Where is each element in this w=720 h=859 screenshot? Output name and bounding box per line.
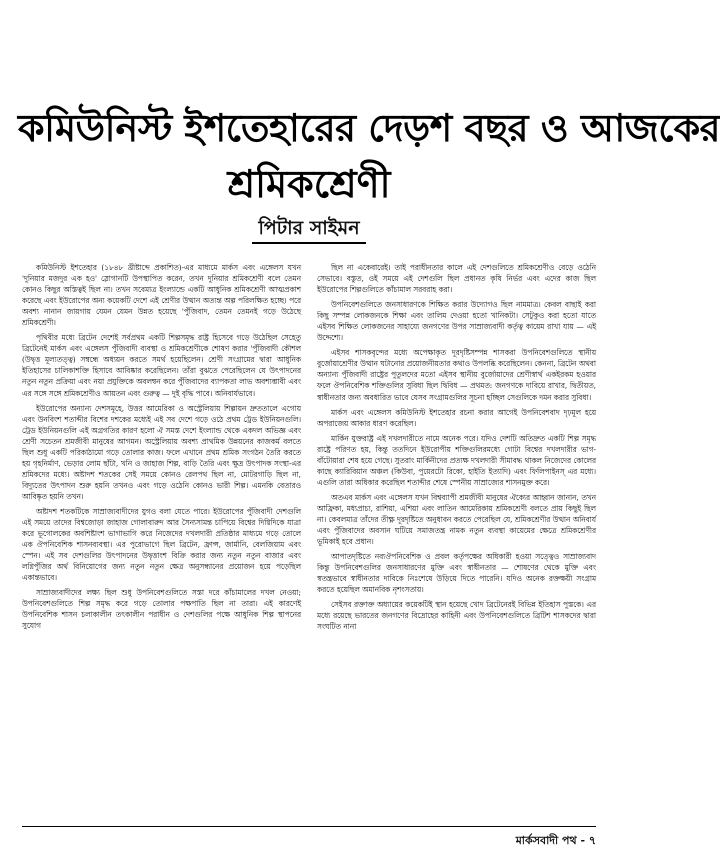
title-line-1: কমিউনিস্ট ইশতেহারের দেড়শ বছর ও আজকের (18, 106, 720, 150)
paragraph: পৃথিবীর মধ্যে ব্রিটেন দেশেই সর্বপ্রথম একটি শিল্পসমৃদ্ধ রাষ্ট্র হিসেবে গড়ে উঠেছিল সেহেতু ব্রিটেনেই মার্কস এবং এঙ্গেলস পুঁজিবাদী ব্যবস্থা ও শ্রমিকশ্রেণীকে শোষণ করার 'পুঁজিবাদী কৌশল (উদ্বৃত্ত মূল্যতত্ত্ব) সম্বন্ধে অধ্যয়ন করতে সমর্থ হয়েছিলেন। শ্রেণী সংগ্রামের দ্বারা আধুনিক ইতিহাসের চালিকাশক্তি হিসাবে আবিষ্কার করেছিলেন। তাঁরা বুঝতে পেরেছিলেন যে উৎপাদনের নতুন নতুন প্রক্রিয়া এবং নয়া প্রযুক্তিকে অবলম্বন করে পুঁজিবাদের ব্যাপকতা লাভ অবশ্যম্ভাবী এবং এর সঙ্গে সঙ্গে শ্রমিকশ্রেণীও আয়তন এবং গুরুত্ব — দুই বৃদ্ধি পাবে। অনিবার্যভাবে। (22, 333, 301, 398)
paragraph: ইউরোপের অন্যান্য দেশসমূহে, উত্তর আমেরিকা ও অস্ট্রেলিয়ায় শিল্পায়ন দ্রুততালে এগোয় এবং উনবিংশ শতাব্দীর বিশের দশকের মধ্যেই এই সব দেশে গড়ে ওঠে প্রথম ট্রেড ইউনিয়নগুলি। ট্রেড ইউনিয়নগুলি এই অগ্রগতির কারণ হলো ঐ সমস্ত দেশে ইংল্যান্ড থেকে একদল অভিজ্ঞ এবং শ্রেণী সচেতন শ্রমজীবী মানুষের আগমন। অস্ট্রেলিয়ায় অবশ্য প্রাথমিক উন্নয়নের কাজকর্ম বলতে ছিল শুধু একটি পরিকাঠামো গড়ে তোলার কাজ। ফলে এখানে প্রথম শ্রমিক সংগঠন তৈরি করতে হয় গৃহনির্মাণ, ভেড়ার লোম ছাঁটা, খনি ও জাহাজ শিল্প, বাড়ি তৈরি এবং ক্ষুদ্র উৎপাদক সংস্থা-এর শ্রমিকদের মধ্যে। অষ্টাদশ শতকের সেই সময়ে কোনও রেলপথ ছিল না, মোটরগাড়ি ছিল না, বিদ্যুতের উৎপাদন শুরু হয়নি তখনও এবং গড়ে ওঠেনি কোনও ভারী শিল্প। এমনকি বেতারও আবিষ্কৃত হয়নি তখন। (22, 403, 301, 501)
paragraph: কমিউনিস্ট ইশতেহার (১৮৪৮ খ্রীষ্টাব্দে প্রকাশিত)-এর মাধ্যমে মার্কস এবং এঙ্গেলস যখন 'দুনিয়ার মজদুর এক হও' স্লোগানটি উপস্থাপিত করেন, তখন দুনিয়ার শ্রমিকশ্রেণী বলে তেমন কোনও কিছুর অস্তিত্বই ছিল না। তখন সবেমাত্র ইংল্যান্ডে একটি আধুনিক শ্রমিকশ্রেণী আত্মপ্রকাশ করেছে এবং ইউরোপের অন্য কয়েকটি দেশে এই শ্রেণীর উত্থান অত্যন্ত অল্প পরিলক্ষিত হচ্ছে। পরে অবশ্য নানান জায়গায় যেমন যেমন উন্নত হয়েছে 'পুঁজিবাদ, তেমন তেমনই গড়ে উঠেছে শ্রমিকশ্রেণী। (22, 263, 301, 328)
byline (0, 216, 618, 244)
right-column (317, 262, 596, 822)
article-title (18, 100, 720, 212)
paragraph: অষ্টাদশ শতকটিকে সাম্রাজ্যবাদীদের যুগও বলা যেতে পারে। ইউরোপের পুঁজিবাদী দেশগুলি এই সময়ে তাদের বিশ্বজোড়া জাহাজ গোলাবারুদ আর সৈন্যসামন্ত চাপিয়ে বিশ্বের দিগ্বিদিকে যাত্রা করে ভূগোলকের অবশিষ্টাংশ ভাগাভাগি করে নিজেদের দখলদারী প্রতিষ্ঠার মাধ্যমে গড়ে তোলে এক ঔপনিবেশিক শাসনব্যবস্থা। এর পুরোভাগে ছিল ব্রিটেন, ফ্রান্স, জার্মানি, বেলজিয়াম এবং স্পেন। এই সব দেশগুলির উৎপাদনের উদ্বৃত্তাংশ বিক্রি করার জন্য নতুন নতুন বাজার এবং লগ্নিপুঁজির অর্থ বিনিয়োগের জন্য নতুন নতুন ক্ষেত্র অনুসন্ধানের প্রয়োজন হয়ে পড়েছিল একান্তভাবে। (22, 506, 301, 583)
paragraph: উপনিবেশগুলিতে জনসাধারণকে শিক্ষিত করার উদ্যোগও ছিল নামমাত্র। কেবল বাছাই করা কিছু সম্পন্ন লোকজনকে শিক্ষা এবং তালিম দেওয়া হতো খানিকটা। সেটুকুও করা হতো যাতে এইসব শিক্ষিত লোকজনের সাহায্যে জনগণের উপর সাম্রাজ্যবাদী কর্তৃত্ব কায়েম রাখা যায় — এই উদ্দেশ্যে। (317, 300, 596, 343)
title-line-2: শ্রমিকশ্রেণী (227, 162, 391, 206)
paragraph: সাম্রাজ্যবাদীদের লক্ষ্য ছিল শুধু উপনিবেশগুলিতে সস্তা দরে কাঁচামালের দখল নেওয়া; উপনিবেশগুলিতে শিল্প সমৃদ্ধ করে গড়ে তোলার পক্ষপাতি ছিল না তারা। এই কারণেই উপনিবেশিক শাসন চলাকালীন তৎকালীন পরাধীন ও দেশগুলির পক্ষে আধুনিক শিল্প স্থাপনের সুযোগ (22, 588, 301, 631)
paragraph: ছিল না একেবারেই। তাই পরাধীনতার কালে এই দেশগুলিতে শ্রমিকশ্রেণীও বেড়ে ওঠেনি সেভাবে। বস্তুত, ওই সময়ে এই দেশগুলি ছিল প্রধানত কৃষি নির্ভর এবং এদের কাজ ছিল ইউরোপের শিল্পগুলিতে কাঁচামাল সরবরাহ করা। (317, 263, 596, 295)
footer-divider (22, 826, 596, 827)
left-column (22, 262, 301, 822)
paragraph: সেইসব রক্তাক্ত অধ্যায়ের কয়েকটিই স্থান হয়েছে খোদ ব্রিটেনেরই বিভিন্ন ইতিহাস পুস্তকে। এর মধ্যে রয়েছে ভারতের জনগণের বিদ্রোহের কাহিনী এবং উপনিবেশগুলিতে ব্রিটিশ শাসকদের দ্বারা সংঘটিত নানা (317, 600, 596, 632)
article-body (22, 262, 596, 822)
paragraph: এইসব শাসকবৃন্দের মধ্যে অপেক্ষাকৃত দূরদৃষ্টিসম্পন্ন শাসকরা উপনিবেশগুলিতে স্থানীয় বুর্জোয়াশ্রেণীর উত্থান ঘটানোর প্রয়োজনীয়তার কথাও উপলব্ধি করেছিলেন। কেননা, ব্রিটেন অথবা অন্যান্য পুঁজিবাদী রাষ্ট্রের পুতুলদের মতো এইসব স্থানীয় বুর্জোয়াদের শ্রেণীস্বার্থ একইরকম হওয়ার ফলে ঔপনিবেশিক শক্তিগুলির সুবিধা ছিল দ্বিবিধ — প্রথমত: জনগণকে দাবিয়ে রাখার, দ্বিতীয়ত, স্বাধীনতার জন্য অবধারিত ভাবে যেসব সংগ্রামগুলির সূচনা হচ্ছিল সেগুলিকে দমন করার সুবিধা। (317, 348, 596, 402)
author-name: পিটার সাইমন (252, 216, 365, 244)
page-footer: মার্কসবাদী পথ - ৭ (515, 834, 596, 847)
paragraph: আপাতদৃষ্টিতে নব্যঔপনিবেশিক ও প্রবল কর্তৃপক্ষের অধিকারী হওয়া সত্ত্বেও সাম্রাজ্যবাদ কিন্তু উপনিবেশগুলির জনসাধারণের মুক্তি এবং স্বাধীনতার — শোষণের থেকে মুক্তি এবং স্বতন্ত্রভাবে স্বাধীনতার দাবিকে নিঃশেষে উড়িয়ে দিতে পারেনি। যদিও অনেক রক্তক্ষয়ী সংগ্রাম করতে হয়েছিল অমানবিক নৃশংসতায়। (317, 552, 596, 595)
paragraph: মার্কস এবং এঙ্গেলস কমিউনিস্ট ইশতেহার রচনা করার আগেই উপনিবেশবাদ দৃঢ়মূল হয়ে অপরাজেয় আকার ধারণ করেছিল। (317, 407, 596, 428)
paragraph: অতএব মার্কস এবং এঙ্গেলস যখন বিশ্বব্যাপী শ্রমজীবী মানুষের ঐক্যের আহ্বান জানান, তখন আফ্রিকা, মধ্যপ্রাচ্য, রাশিয়া, এশিয়া এবং লাতিন আমেরিকায় শ্রমিকশ্রেণী বলতে প্রায় কিছুই ছিল না। কেবলমাত্র তাঁদের তীক্ষ্ণ দূরদৃষ্টিতে অনুধাবন করতে পেরেছিল যে, শ্রমিকশ্রেণীর উত্থান অনিবার্য এবং পুঁজিবাদের অবসান ঘটিয়ে সমাজতন্ত্র নামক নতুন ব্যবস্থা কায়েমের ক্ষেত্রে শ্রমিকশ্রেণীর ভূমিকাই হবে প্রধান। (317, 492, 596, 547)
paragraph: মার্কিন যুক্তরাষ্ট্র এই দখলদারীতে নামে অনেক পরে। যদিও দেশটি অতিদ্রুত একটি শিল্প সমৃদ্ধ রাষ্ট্রে পরিণত হয়, কিন্তু ততদিনে ইউরোপীয় শক্তিগুলিরমধ্যে গোটা বিশ্বের দখলদারীর ভাগ-বাঁটোয়ারা শেষ হয়ে গেছে। সুতরাং মার্কিনীদের প্রত্যক্ষ দখলদারী সীমাবদ্ধ থাকল নিজেদের কোলের কাছে ক্যারিবিয়ান অঞ্চল (কিউবা, পুয়েরটো রিকো, হাইতি ইত্যাদি) এবং ফিলিপাইনস্ এর মধ্যে। এগুলি তারা অধিকার করেছিল শতাব্দীর শেষে স্পেনীয় সাম্রাজ্যের শাসনমুক্ত করে। (317, 433, 596, 487)
